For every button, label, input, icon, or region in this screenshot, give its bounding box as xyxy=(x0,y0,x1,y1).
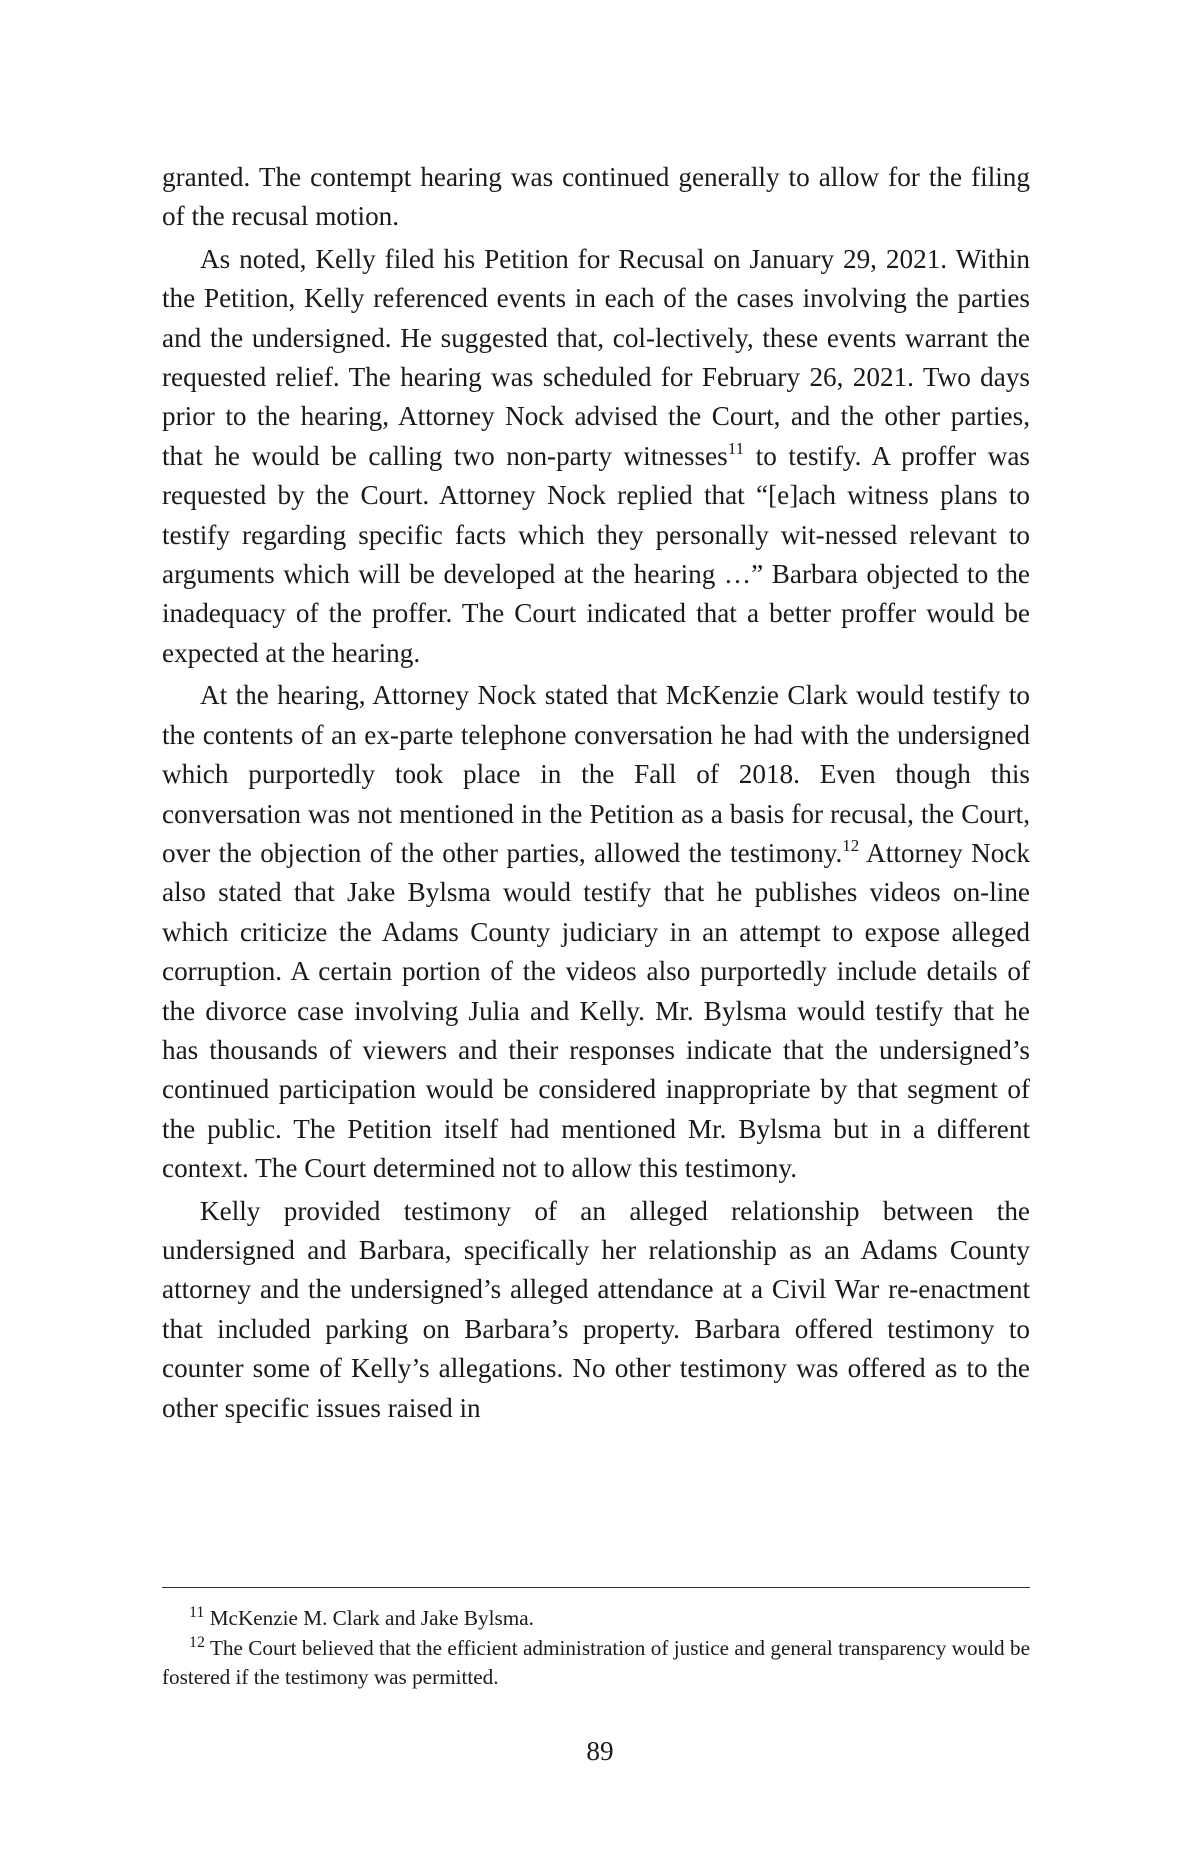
paragraph-4: Kelly provided testimony of an alleged relationship between the undersigned and Barbara, specifically her relationship as an Adams County attorney and the undersigned’s alleged attendance at a Civil War re-enactment that included parking on Barbara’s property. Barbara offered testimony to counter some of Kelly’s allegations. No other testimony was offered as to the other specific issues raised in xyxy=(162,1195,1030,1423)
footnote-divider xyxy=(162,1587,1030,1588)
paragraph-1: granted. The contempt hearing was continued generally to allow for the filing of the recusal motion. xyxy=(162,162,1030,232)
paragraph-2 xyxy=(162,240,1030,673)
paragraph-3-text-a: At the hearing, Attorney Nock stated that McKenzie Clark would testify to the contents of an ex-parte telephone conversation he had with the undersigned which purportedly took place in the Fall of 2018. Even though this conversation was not mentioned in the Petition as a basis for recusal, the Court, over the objection of the other parties, allowed the testimony. xyxy=(162,680,1030,868)
footnote-number: 12 xyxy=(189,1633,205,1651)
footnote-12 xyxy=(162,1634,1030,1693)
footnote-text: The Court believed that the efficient administration of justice and general transparency would be fostered if the testimony was permitted. xyxy=(162,1635,1030,1689)
footnote-text: McKenzie M. Clark and Jake Bylsma. xyxy=(204,1606,534,1630)
paragraph-2-text-a: As noted, Kelly filed his Petition for Recusal on January 29, 2021. Within the Petition, Kelly referenced events in each of the cases involving the parties and the undersigned. He suggested that, col-lectively, these events warrant the requested relief. The hearing was scheduled for February 26, 2021. Two days prior to the hearing, Attorney Nock advised the Court, and the other parties, that he would be calling two non-party witnesses xyxy=(162,243,1030,471)
footnote-ref-11: 11 xyxy=(727,438,745,458)
page-number: 89 xyxy=(586,1736,614,1766)
paragraph-3-text-b: Attorney Nock also stated that Jake Bylsma would testify that he publishes videos on-line which criticize the Adams County judiciary in an attempt to expose alleged corruption. A certain portion of the videos also purportedly include details of the divorce case involving Julia and Kelly. Mr. Bylsma would testify that he has thousands of viewers and their responses indicate that the undersigned’s continued participation would be considered inappropriate by that segment of the public. The Petition itself had mentioned Mr. Bylsma but in a different context. The Court determined not to allow this testimony. xyxy=(162,837,1031,1184)
paragraph-3 xyxy=(162,676,1030,1188)
footnote-ref-12: 12 xyxy=(842,835,860,855)
paragraph-2-text-b: to testify. A proffer was requested by the Court. Attorney Nock replied that “[e]ach witness plans to testify regarding specific facts which they personally wit-nessed relevant to arguments which will be developed at the hearing …” Barbara objected to the inadequacy of the proffer. The Court indicated that a better proffer would be expected at the hearing. xyxy=(162,440,1030,668)
body-text xyxy=(162,158,1030,1431)
footnote-number: 11 xyxy=(189,1604,205,1621)
footnote-11 xyxy=(162,1604,1030,1634)
footnotes xyxy=(162,1604,1030,1693)
